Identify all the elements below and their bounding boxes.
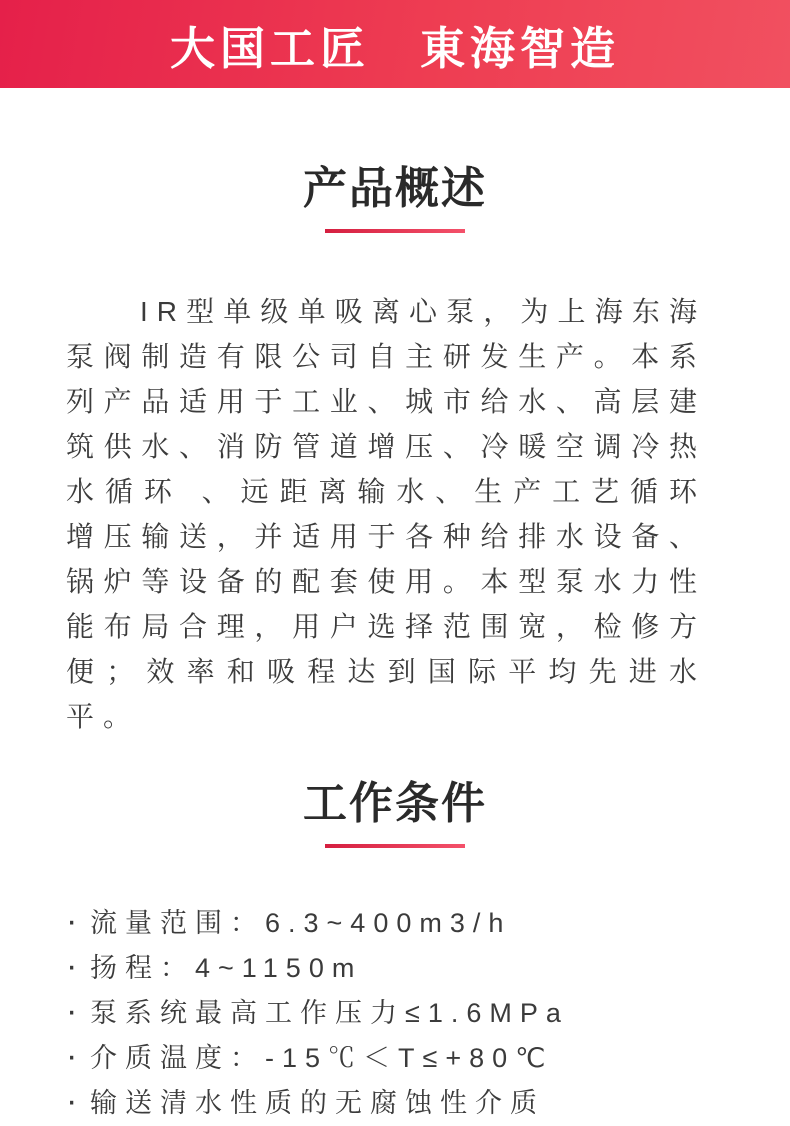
banner-title: 大国工匠 東海智造 xyxy=(169,22,620,74)
section-working-conditions xyxy=(0,779,790,1123)
bullet-dot-icon: · xyxy=(66,1081,78,1120)
bullet-dot-icon: · xyxy=(66,1036,78,1075)
bullet-dot-icon: · xyxy=(66,901,78,940)
condition-text: 输送清水性质的无腐蚀性介质 xyxy=(90,1088,545,1118)
condition-text: 扬程：4~1150m xyxy=(90,953,363,983)
condition-item xyxy=(66,988,730,1033)
top-banner xyxy=(0,0,790,88)
conditions-list xyxy=(66,898,730,1123)
section-product-overview xyxy=(0,164,790,739)
bullet-dot-icon: · xyxy=(66,946,78,985)
overview-title: 产品概述 xyxy=(303,164,487,213)
condition-text: 介质温度：-15℃＜T≤+80℃ xyxy=(90,1043,554,1073)
conditions-title: 工作条件 xyxy=(303,779,487,828)
overview-paragraph: IR型单级单吸离心泵，为上海东海泵阀制造有限公司自主研发生产。本系列产品适用于工业、城市给水、高层建筑供水、消防管道增压、冷暖空调冷热水循环 、远距离输水、生产工艺循环增压输送，并适用于各种给排水设备、锅炉等设备的配套使用。本型泵水力性能布局合理，用户选择范围宽，检修方便；效率和吸程达到国际平均先进水平。 xyxy=(66,296,706,732)
overview-title-underline xyxy=(325,229,465,233)
condition-text: 泵系统最高工作压力≤1.6MPa xyxy=(90,998,569,1028)
condition-item xyxy=(66,1033,730,1078)
condition-item xyxy=(66,1078,730,1123)
bullet-dot-icon: · xyxy=(66,991,78,1030)
conditions-title-underline xyxy=(325,844,465,848)
condition-text: 流量范围：6.3~400m3/h xyxy=(90,908,512,938)
condition-item xyxy=(66,898,730,943)
condition-item xyxy=(66,943,730,988)
